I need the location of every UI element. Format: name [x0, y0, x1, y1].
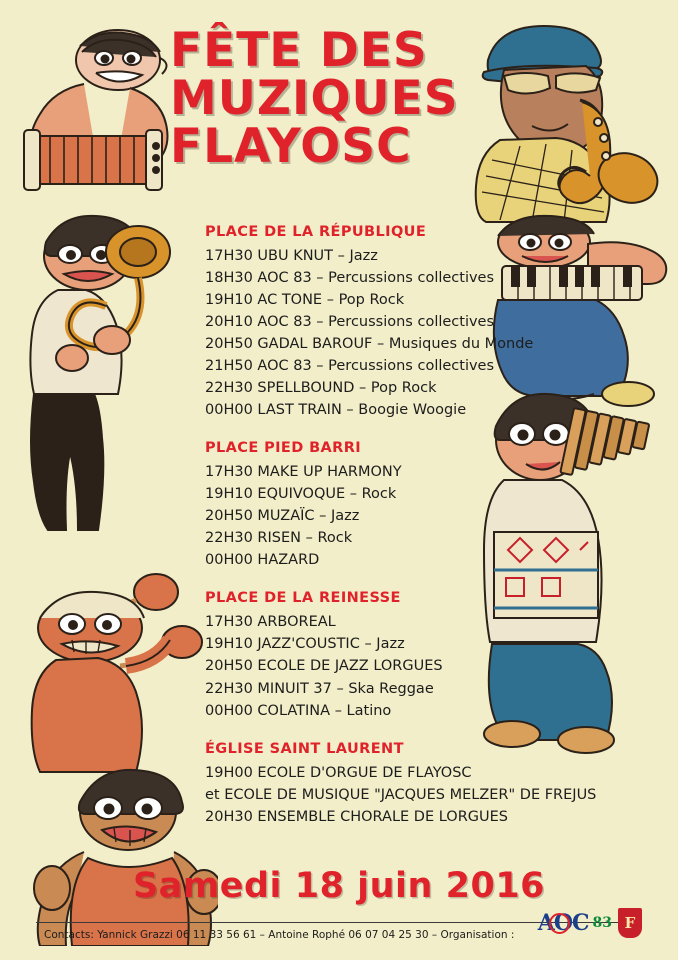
slot-time: 17H30	[205, 248, 253, 264]
program-slot	[205, 377, 625, 399]
aoc-logo-number: 83	[592, 915, 612, 931]
organiser-logos	[538, 908, 642, 938]
slot-band: ECOLE D'ORGUE DE FLAYOSC	[257, 764, 472, 781]
program-slot	[205, 549, 625, 571]
slot-genre: – Pop Rock	[326, 292, 405, 309]
flag-letter: F	[624, 914, 636, 932]
program-slot	[205, 311, 625, 333]
slot-band: MINUIT 37	[257, 680, 332, 697]
slot-band: AOC 83	[257, 270, 312, 287]
slot-time: 00H00	[205, 702, 253, 719]
venue-block-reinesse	[205, 590, 625, 721]
venue-block-pied-barri	[205, 440, 625, 571]
slot-genre: – Rock	[349, 486, 397, 503]
slot-time: 18H30	[205, 270, 253, 287]
slot-time: 19H10	[205, 486, 253, 503]
slot-genre: – Ska Reggae	[336, 680, 434, 697]
slot-time: 20H50	[205, 336, 253, 353]
program-slot	[205, 806, 625, 828]
slot-band: UBU KNUT	[257, 248, 334, 264]
slot-genre: – Latino	[334, 702, 392, 719]
poster-title	[170, 23, 640, 175]
footer-contacts: Contacts: Yannick Grazzi 06 11 33 56 61 – Antoine Rophé 06 07 04 25 30 – Organisation :	[44, 929, 515, 941]
slot-time: 21H50	[205, 358, 253, 375]
program-slot	[205, 245, 625, 267]
venue-title: ÉGLISE SAINT LAURENT	[205, 740, 404, 757]
program-slot	[205, 762, 625, 784]
slot-band: AOC 83	[257, 358, 312, 375]
maracas-player-illustration	[16, 556, 206, 776]
slot-band: RISEN	[257, 530, 301, 547]
slot-band: et ECOLE DE MUSIQUE "JACQUES MELZER" DE FREJUS	[205, 786, 597, 803]
slot-band: SPELLBOUND	[257, 380, 355, 397]
slot-band: GADAL BAROUF	[257, 336, 373, 353]
slot-time: 20H10	[205, 314, 253, 331]
slot-time: 22H30	[205, 530, 253, 547]
slot-time: 19H00	[205, 764, 253, 781]
program-slot	[205, 633, 625, 655]
slot-genre: – Jazz	[364, 636, 405, 653]
program-slot	[205, 267, 625, 289]
aoc-logo-ring	[549, 913, 570, 934]
aoc-logo	[538, 910, 589, 936]
venue-block-republique	[205, 224, 625, 421]
slot-band: AC TONE	[257, 292, 323, 309]
program-slot	[205, 355, 625, 377]
venue-title: PLACE DE LA RÉPUBLIQUE	[205, 224, 427, 240]
slot-band: LAST TRAIN	[257, 402, 342, 419]
slot-genre: – Jazz	[337, 248, 378, 264]
slot-genre: – Musiques du Monde	[377, 336, 534, 353]
slot-band: MUZAÏC	[257, 508, 315, 525]
program-slot	[205, 483, 625, 505]
program-slot	[205, 399, 625, 421]
slot-time: 22H30	[205, 380, 253, 397]
program-slot	[205, 333, 625, 355]
slot-time: 20H50	[205, 508, 253, 525]
slot-genre: – Jazz	[319, 508, 360, 525]
slot-band: JAZZ'COUSTIC	[257, 636, 360, 653]
venue-title: PLACE DE LA REINESSE	[205, 590, 401, 607]
singer-illustration	[18, 766, 218, 946]
slot-genre: – Percussions collectives	[316, 314, 495, 331]
slot-band: MAKE UP HARMONY	[257, 464, 402, 481]
slot-genre: – Percussions collectives	[316, 270, 495, 287]
slot-time: 22H30	[205, 680, 253, 697]
program-slot	[205, 611, 625, 633]
title-line-1: FÊTE DES	[170, 23, 428, 78]
slot-band: COLATINA	[257, 702, 331, 719]
slot-band: EQUIVOQUE	[257, 486, 346, 503]
title-line-2: MUZIQUES	[170, 71, 459, 127]
venue-block-eglise	[205, 741, 625, 828]
program-slot	[205, 505, 625, 527]
accordion-player-illustration	[10, 18, 190, 208]
title-line-3: FLAYOSC	[170, 119, 412, 175]
venue-title: PLACE PIED BARRI	[205, 440, 362, 457]
slot-time: 19H10	[205, 292, 253, 309]
slot-time: 00H00	[205, 552, 253, 569]
aoc-logo-text: AOC	[537, 910, 589, 936]
slot-time: 17H30	[205, 614, 253, 631]
flayosc-flag-logo	[618, 908, 642, 938]
program-list	[205, 224, 625, 847]
slot-genre: – Rock	[305, 530, 353, 547]
program-slot	[205, 784, 625, 806]
program-slot	[205, 289, 625, 311]
program-slot	[205, 700, 625, 722]
program-slot	[205, 461, 625, 483]
program-slot	[205, 678, 625, 700]
slot-time: 20H30	[205, 808, 253, 825]
slot-band: HAZARD	[257, 552, 320, 569]
tuba-player-illustration	[16, 208, 196, 538]
event-date: Samedi 18 juin 2016	[132, 866, 546, 906]
slot-time: 17H30	[205, 464, 253, 481]
slot-band: ARBOREAL	[257, 614, 336, 631]
slot-band: ECOLE DE JAZZ LORGUES	[257, 658, 443, 675]
slot-band: ENSEMBLE CHORALE DE LORGUES	[257, 808, 508, 825]
slot-genre: – Boogie Woogie	[346, 402, 467, 419]
program-slot	[205, 655, 625, 677]
slot-genre: – Pop Rock	[359, 380, 437, 397]
slot-band: AOC 83	[257, 314, 312, 331]
slot-time: 19H10	[205, 636, 253, 653]
program-slot	[205, 527, 625, 549]
slot-time: 20H50	[205, 658, 253, 675]
slot-time: 00H00	[205, 402, 253, 419]
slot-genre: – Percussions collectives	[316, 358, 495, 375]
